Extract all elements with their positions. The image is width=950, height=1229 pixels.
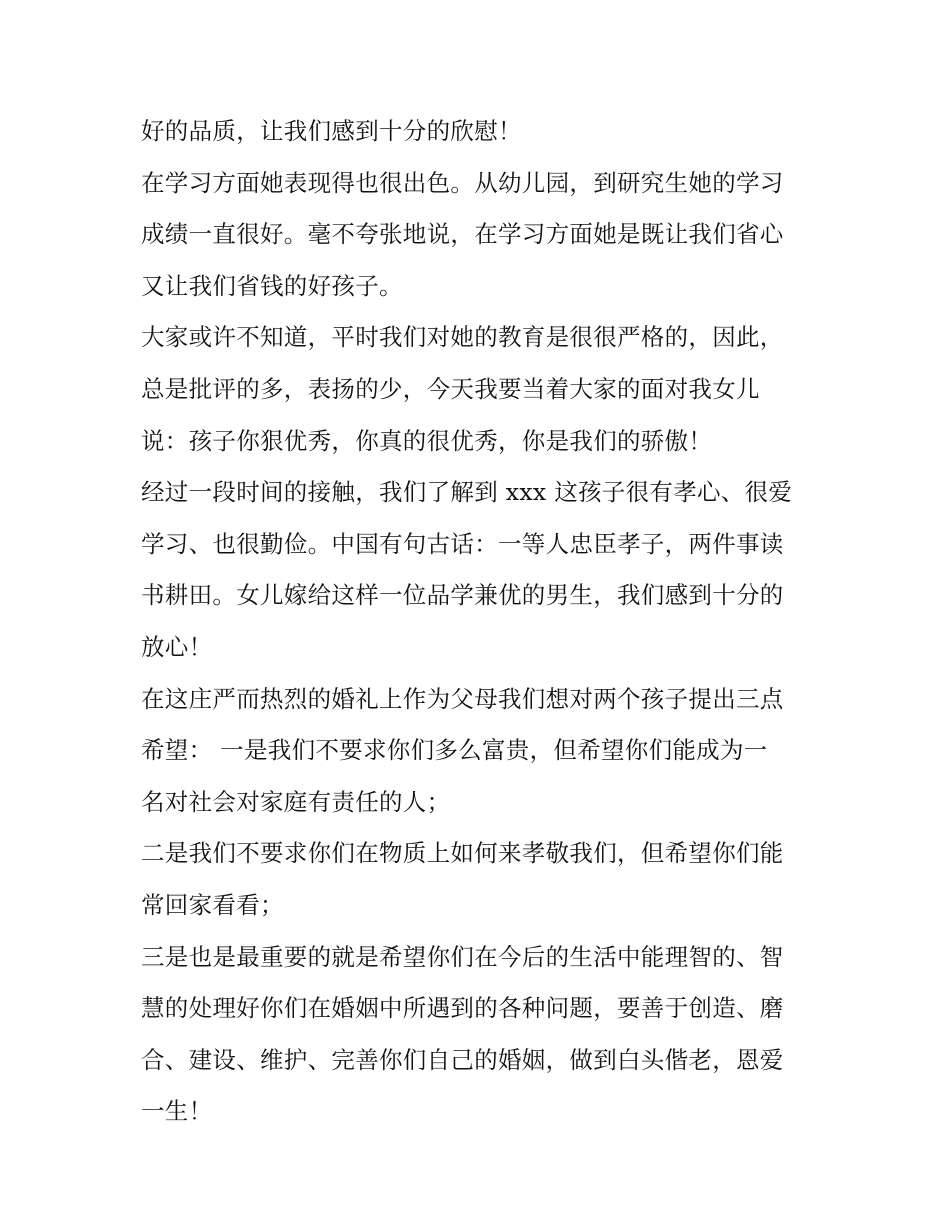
text-line: 书耕田。女儿嫁给这样一位品学兼优的男生，我们感到十分的 bbox=[141, 581, 784, 610]
text-line: 经过一段时间的接触，我们了解到 xxx 这孩子很有孝心、很爱 bbox=[141, 478, 793, 507]
text-line: 合、建设、维护、完善你们自己的婚姻，做到白头偕老，恩爱 bbox=[141, 1045, 784, 1074]
text-line: 在这庄严而热烈的婚礼上作为父母我们想对两个孩子提出三点 bbox=[141, 684, 784, 713]
text-line: 常回家看看； bbox=[141, 890, 284, 919]
text-line: 又让我们省钱的好孩子。 bbox=[141, 271, 403, 300]
text-line: 在学习方面她表现得也很出色。从幼儿园，到研究生她的学习 bbox=[141, 168, 784, 197]
text-line: 好的品质，让我们感到十分的欣慰！ bbox=[141, 117, 522, 145]
text-line: 总是批评的多，表扬的少，今天我要当着大家的面对我女儿 bbox=[141, 374, 760, 403]
text-line: 希望： 一是我们不要求你们多么富贵，但希望你们能成为一 bbox=[141, 736, 768, 765]
text-line: 一生！ bbox=[141, 1097, 213, 1126]
text-line: 大家或许不知道，平时我们对她的教育是很很严格的，因此， bbox=[141, 323, 784, 352]
text-line: 成绩一直很好。毫不夸张地说，在学习方面她是既让我们省心 bbox=[141, 220, 784, 249]
text-line: 学习、也很勤俭。中国有句古话：一等人忠臣孝子，两件事读 bbox=[141, 529, 784, 558]
text-line: 三是也是最重要的就是希望你们在今后的生活中能理智的、智 bbox=[141, 942, 784, 971]
document-body bbox=[141, 106, 821, 1138]
text-line: 二是我们不要求你们在物质上如何来孝敬我们，但希望你们能 bbox=[141, 839, 784, 868]
text-line: 说：孩子你狠优秀，你真的很优秀，你是我们的骄傲！ bbox=[141, 426, 713, 455]
text-line: 名对社会对家庭有责任的人； bbox=[141, 787, 451, 816]
text-line: 慧的处理好你们在婚姻中所遇到的各种问题，要善于创造、磨 bbox=[141, 994, 784, 1023]
text-line: 放心！ bbox=[141, 632, 213, 661]
